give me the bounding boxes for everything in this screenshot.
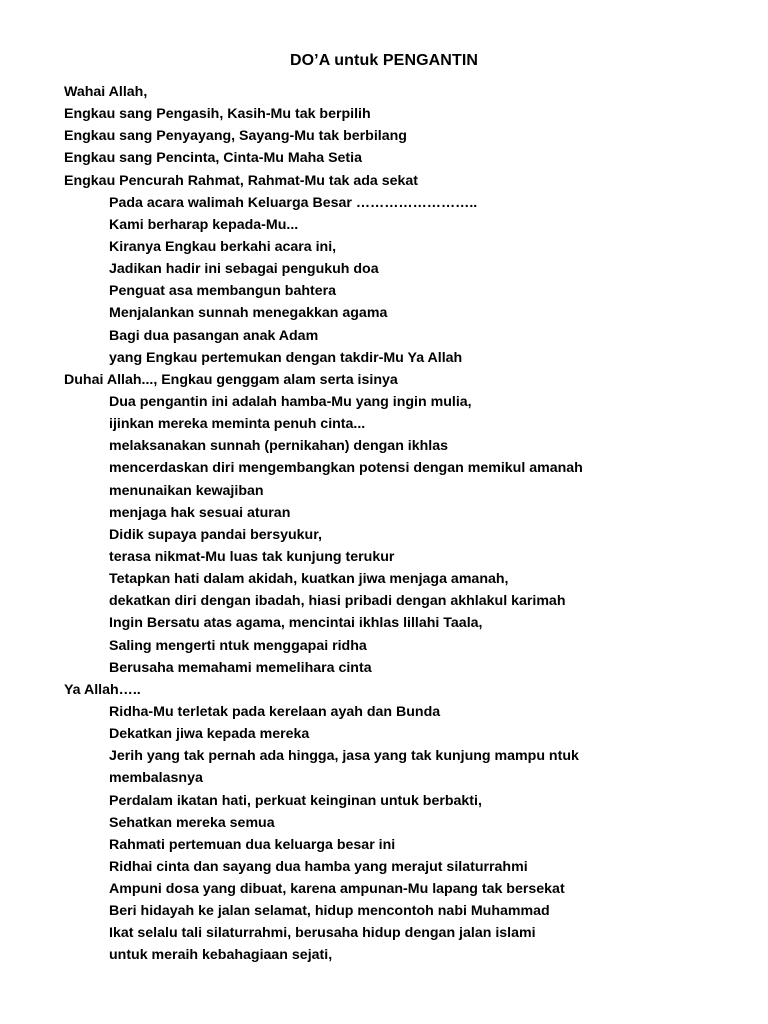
prayer-line: mencerdaskan diri mengembangkan potensi dengan memikul amanah [109,460,583,477]
prayer-line: Engkau sang Penyayang, Sayang-Mu tak berbilang [64,128,407,145]
prayer-line: untuk meraih kebahagiaan sejati, [109,947,333,964]
prayer-line: ijinkan mereka meminta penuh cinta... [109,416,366,433]
prayer-line: membalasnya [109,770,203,787]
prayer-line: Jadikan hadir ini sebagai pengukuh doa [109,261,379,278]
prayer-line: yang Engkau pertemukan dengan takdir-Mu Ya Allah [109,349,463,366]
prayer-line: Didik supaya pandai bersyukur, [109,526,322,543]
prayer-line: melaksanakan sunnah (pernikahan) dengan ikhlas [109,438,449,455]
prayer-line: Engkau sang Pencinta, Cinta-Mu Maha Setia [64,150,362,167]
prayer-line: Beri hidayah ke jalan selamat, hidup mencontoh nabi Muhammad [109,903,550,920]
document-title: DO’A untuk PENGANTIN [289,52,479,69]
prayer-line: terasa nikmat-Mu luas tak kunjung terukur [109,548,395,565]
prayer-line: Penguat asa membangun bahtera [109,283,337,300]
prayer-line: Ikat selalu tali silaturrahmi, berusaha hidup dengan jalan islami [109,925,536,942]
prayer-line: Pada acara walimah Keluarga Besar …………………….. [109,194,478,211]
prayer-line: Ridhai cinta dan sayang dua hamba yang merajut silaturrahmi [109,858,528,875]
prayer-line: Jerih yang tak pernah ada hingga, jasa yang tak kunjung mampu ntuk [109,748,579,765]
prayer-line: Bagi dua pasangan anak Adam [109,327,319,344]
prayer-line: Duhai Allah..., Engkau genggam alam serta isinya [64,371,398,388]
prayer-line: Perdalam ikatan hati, perkuat keinginan untuk berbakti, [109,792,482,809]
prayer-line: Ridha-Mu terletak pada kerelaan ayah dan Bunda [109,703,441,720]
prayer-line: Engkau Pencurah Rahmat, Rahmat-Mu tak ada sekat [64,172,419,189]
prayer-line: Dua pengantin ini adalah hamba-Mu yang ingin mulia, [109,393,472,410]
prayer-line: Ingin Bersatu atas agama, mencintai ikhlas lillahi Taala, [109,615,483,632]
prayer-line: menjaga hak sesuai aturan [109,504,291,521]
prayer-line: Wahai Allah, [64,84,148,100]
prayer-line: Dekatkan jiwa kepada mereka [109,726,310,743]
prayer-line: Engkau sang Pengasih, Kasih-Mu tak berpilih [64,106,371,123]
prayer-line: Ampuni dosa yang dibuat, karena ampunan-Mu lapang tak bersekat [109,881,565,898]
prayer-line: Ya Allah….. [64,681,141,698]
prayer-line: Sehatkan mereka semua [109,814,275,831]
prayer-line: menunaikan kewajiban [109,482,264,499]
prayer-line: Berusaha memahami memelihara cinta [109,659,372,676]
prayer-line: Menjalankan sunnah menegakkan agama [109,305,388,322]
prayer-line: dekatkan diri dengan ibadah, hiasi pribadi dengan akhlakul karimah [109,593,566,610]
prayer-line: Kiranya Engkau berkahi acara ini, [109,238,337,255]
prayer-line: Tetapkan hati dalam akidah, kuatkan jiwa menjaga amanah, [109,571,509,588]
prayer-line: Saling mengerti ntuk menggapai ridha [109,637,367,654]
prayer-line: Kami berharap kepada-Mu... [109,216,299,233]
prayer-text-body [64,81,744,967]
prayer-line: Rahmati pertemuan dua keluarga besar ini [109,836,396,853]
